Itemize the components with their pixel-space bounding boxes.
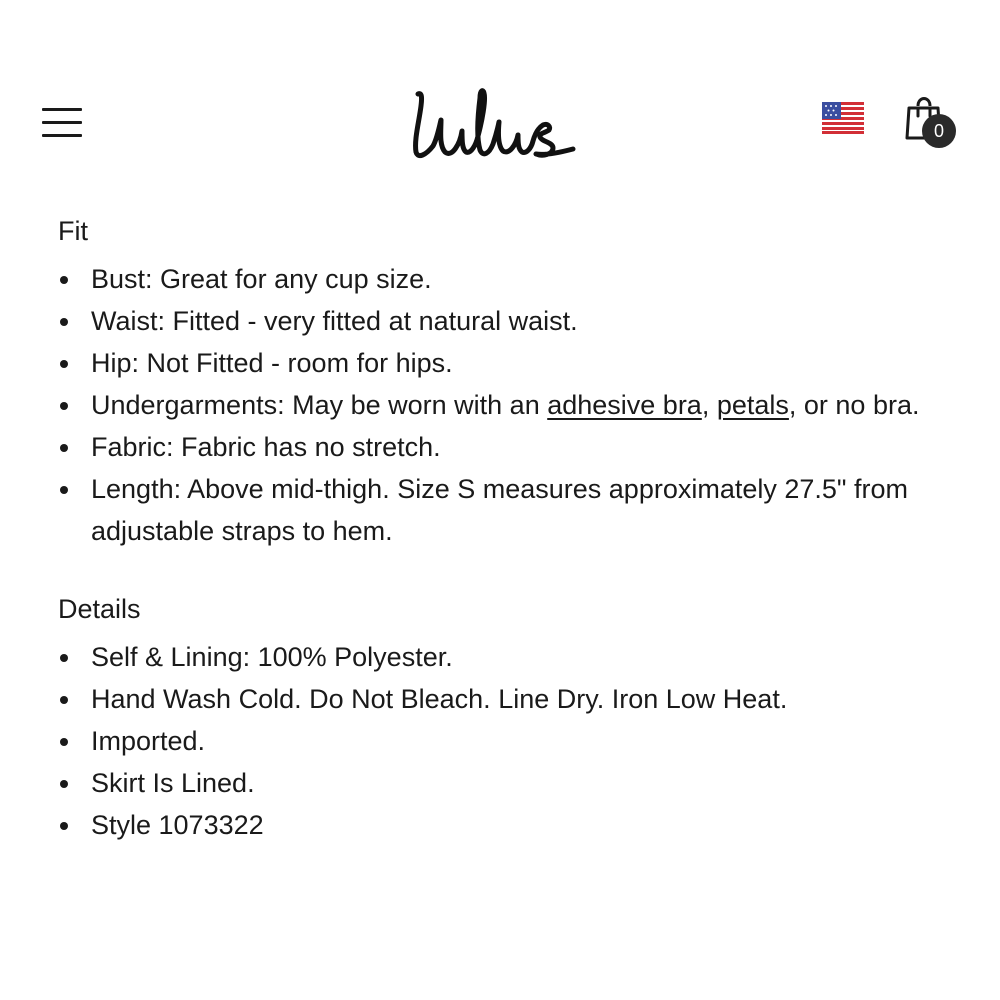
details-section — [58, 588, 958, 846]
list-item: Bust: Great for any cup size. — [58, 258, 958, 300]
us-flag-icon[interactable] — [822, 102, 864, 134]
lulus-logo[interactable] — [404, 88, 580, 164]
list-item: Hip: Not Fitted - room for hips. — [58, 342, 958, 384]
list-item: Fabric: Fabric has no stretch. — [58, 426, 958, 468]
list-item: Hand Wash Cold. Do Not Bleach. Line Dry. Iron Low Heat. — [58, 678, 958, 720]
cart-count-badge[interactable]: 0 — [922, 114, 956, 148]
fit-title: Fit — [58, 216, 88, 246]
list-item: Imported. — [58, 720, 958, 762]
list-item: Style 1073322 — [58, 804, 958, 846]
menu-line — [42, 134, 82, 137]
site-header — [0, 0, 1000, 190]
fit-section — [58, 210, 958, 552]
menu-line — [42, 108, 82, 111]
hamburger-menu-icon[interactable] — [42, 106, 82, 140]
product-info — [58, 210, 958, 846]
undergarments-suffix: , or no bra. — [788, 390, 920, 420]
menu-line — [42, 121, 82, 124]
list-item: Self & Lining: 100% Polyester. — [58, 636, 958, 678]
link-separator: , — [701, 390, 717, 420]
undergarments-text: Undergarments: May be worn with an — [91, 390, 548, 420]
list-item: Skirt Is Lined. — [58, 762, 958, 804]
list-item — [58, 384, 958, 426]
list-item: Length: Above mid-thigh. Size S measures approximately 27.5" from adjustable straps to hem. — [58, 468, 958, 552]
petals-link[interactable]: petals — [716, 390, 789, 420]
list-item: Waist: Fitted - very fitted at natural waist. — [58, 300, 958, 342]
adhesive-bra-link[interactable]: adhesive bra — [547, 390, 702, 420]
details-list — [58, 636, 958, 846]
fit-list — [58, 258, 958, 552]
details-title: Details — [58, 594, 141, 624]
